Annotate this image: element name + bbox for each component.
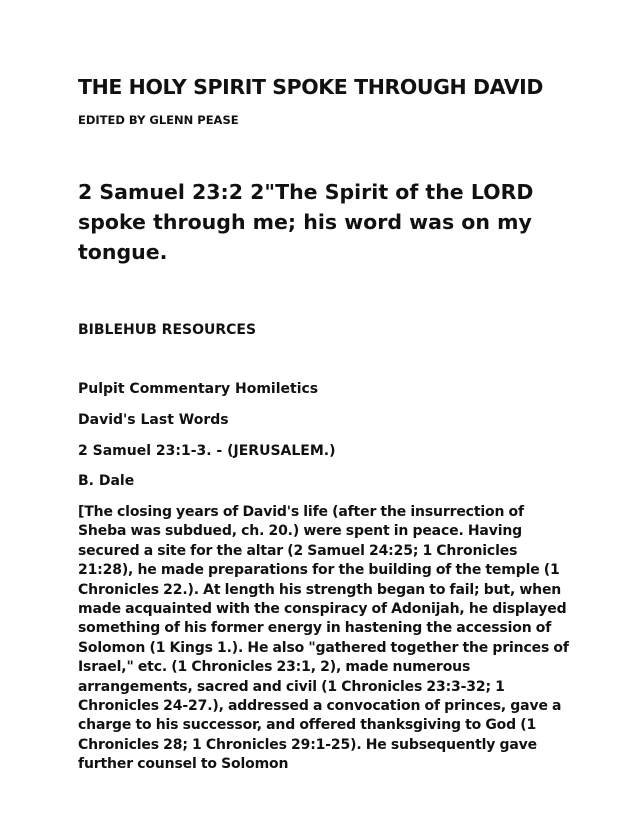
scripture-reference: 2 Samuel 23:1-3. - (JERUSALEM.) [78,443,336,459]
sermon-title: David's Last Words [78,412,229,428]
editor-credit: EDITED BY GLENN PEASE [78,113,239,127]
body-paragraph: [The closing years of David's life (after the insurrection of Sheba was subdued, ch. 20.) were spent in peace. Having secured a site for the altar (2 Samuel 24:25; 1 Chronicles 21:28), he made preparations for the building of the temple (1 Chronicles 22.). At length his strength began to fail; but, when made acquainted with the conspiracy of Adonijah, he displayed something of his former energy in hastening the accession of Solomon (1 Kings 1.). He also "gathered together the princes of Israel," etc. (1 Chronicles 23:1, 2), made numerous arrangements, sacred and civil (1 Chronicles 23:3-32; 1 Chronicles 24-27.), addressed a convocation of princes, gave a charge to his successor, and offered thanksgiving to God (1 Chronicles 28; 1 Chronicles 29:1-25). He subsequently gave further counsel to Solomon [78,504,569,773]
section-heading: BIBLEHUB RESOURCES [78,322,257,338]
commentary-source: Pulpit Commentary Homiletics [78,381,319,397]
scripture-verse: 2 Samuel 23:2 2"The Spirit of the LORD spoke through me; his word was on my tongue. [78,180,534,264]
author-name: B. Dale [78,473,135,489]
document-title: THE HOLY SPIRIT SPOKE THROUGH DAVID [78,75,544,99]
